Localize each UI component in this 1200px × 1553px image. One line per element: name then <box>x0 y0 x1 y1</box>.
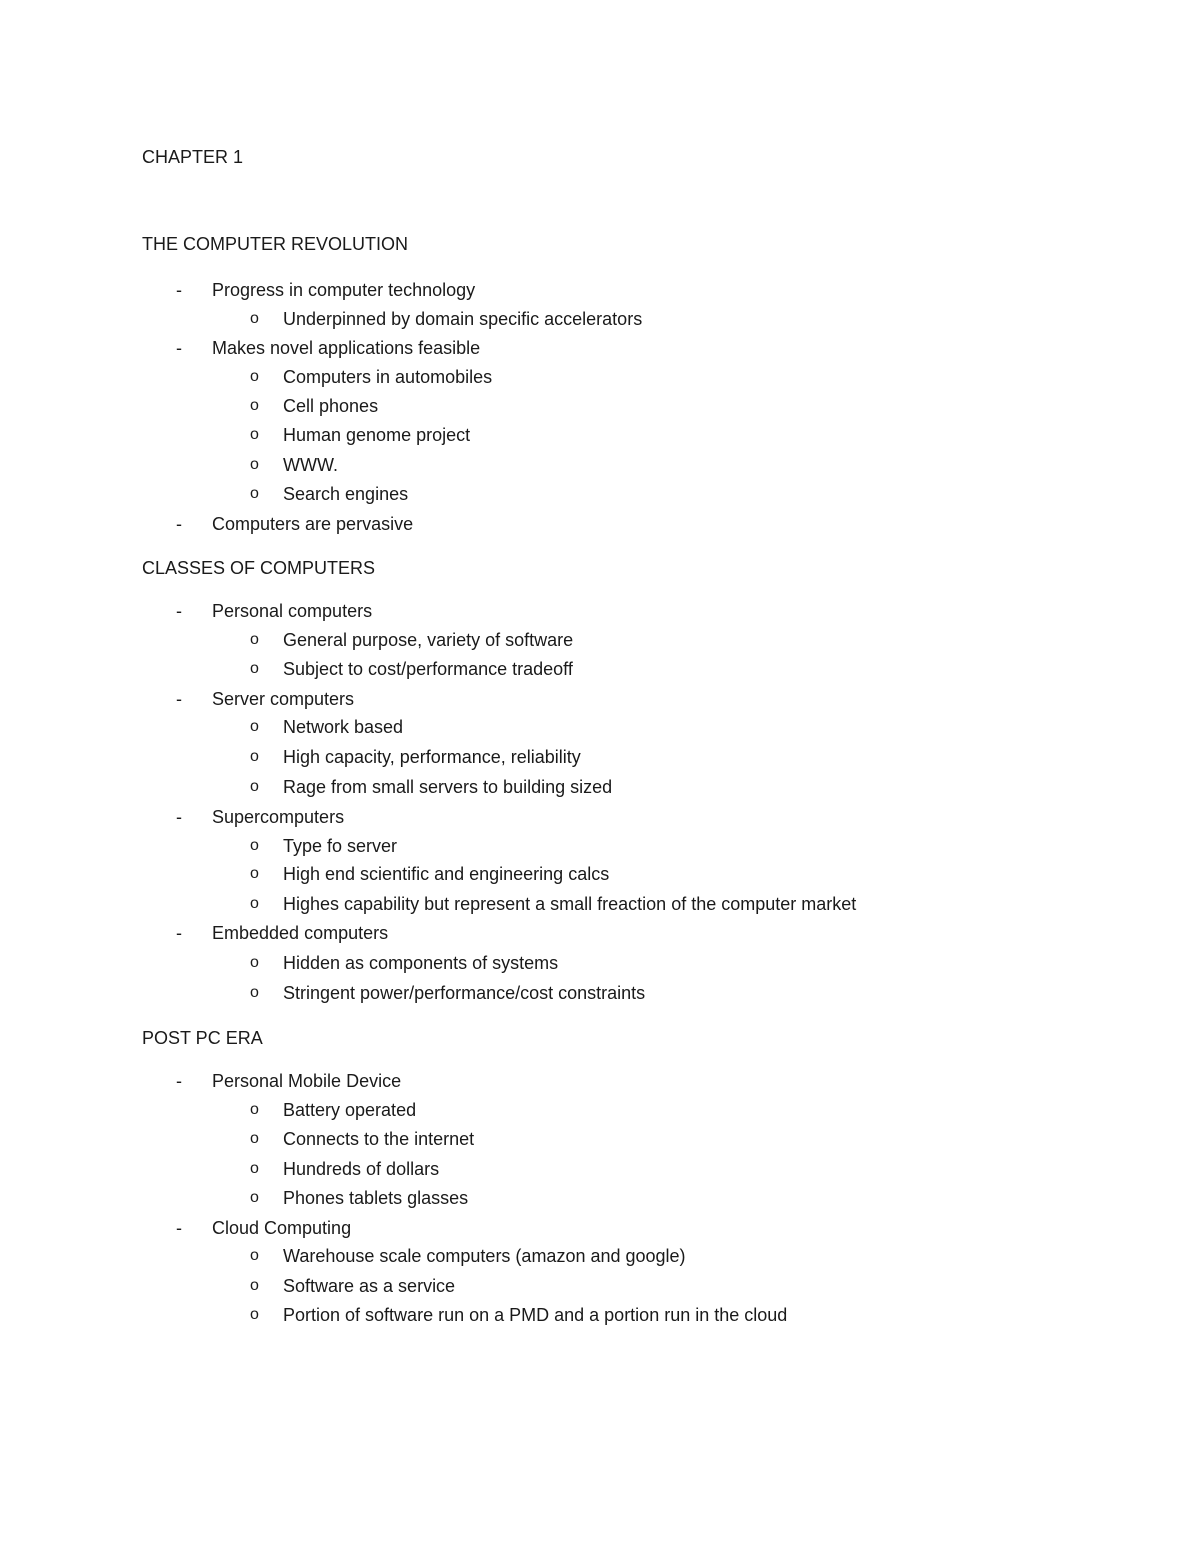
sub-list-item: High end scientific and engineering calcs <box>283 864 610 884</box>
chapter-title: CHAPTER 1 <box>142 147 244 167</box>
section-heading: CLASSES OF COMPUTERS <box>142 558 376 578</box>
sub-list-item: Battery operated <box>283 1100 417 1120</box>
list-item: Personal computers <box>212 601 373 621</box>
sub-list-item: Hundreds of dollars <box>283 1159 440 1179</box>
sub-list-item: Hidden as components of systems <box>283 953 559 973</box>
sub-list-item: Cell phones <box>283 396 379 416</box>
sub-list-item: Search engines <box>283 484 409 504</box>
dash-bullet: - <box>176 1218 182 1238</box>
list-item: Progress in computer technology <box>212 280 476 300</box>
circle-bullet: o <box>250 397 259 414</box>
circle-bullet: o <box>250 778 259 795</box>
sub-list-item: Stringent power/performance/cost constraints <box>283 983 646 1003</box>
circle-bullet: o <box>250 426 259 443</box>
sub-list-item: Highes capability but represent a small freaction of the computer market <box>283 894 857 914</box>
circle-bullet: o <box>250 984 259 1001</box>
circle-bullet: o <box>250 485 259 502</box>
list-item: Computers are pervasive <box>212 514 414 534</box>
list-item: Supercomputers <box>212 807 345 827</box>
circle-bullet: o <box>250 1306 259 1323</box>
circle-bullet: o <box>250 1189 259 1206</box>
circle-bullet: o <box>250 748 259 765</box>
circle-bullet: o <box>250 1277 259 1294</box>
circle-bullet: o <box>250 456 259 473</box>
circle-bullet: o <box>250 660 259 677</box>
circle-bullet: o <box>250 1160 259 1177</box>
circle-bullet: o <box>250 718 259 735</box>
section-heading: THE COMPUTER REVOLUTION <box>142 234 409 254</box>
circle-bullet: o <box>250 895 259 912</box>
sub-list-item: Rage from small servers to building sized <box>283 777 613 797</box>
circle-bullet: o <box>250 1101 259 1118</box>
circle-bullet: o <box>250 954 259 971</box>
circle-bullet: o <box>250 310 259 327</box>
circle-bullet: o <box>250 1247 259 1264</box>
dash-bullet: - <box>176 514 182 534</box>
dash-bullet: - <box>176 807 182 827</box>
sub-list-item: Computers in automobiles <box>283 367 493 387</box>
sub-list-item: Subject to cost/performance tradeoff <box>283 659 573 679</box>
circle-bullet: o <box>250 1130 259 1147</box>
section-heading: POST PC ERA <box>142 1028 263 1048</box>
circle-bullet: o <box>250 631 259 648</box>
sub-list-item: Phones tablets glasses <box>283 1188 469 1208</box>
list-item: Personal Mobile Device <box>212 1071 402 1091</box>
list-item: Embedded computers <box>212 923 389 943</box>
list-item: Makes novel applications feasible <box>212 338 481 358</box>
circle-bullet: o <box>250 368 259 385</box>
sub-list-item: Network based <box>283 717 404 737</box>
sub-list-item: Software as a service <box>283 1276 456 1296</box>
list-item: Server computers <box>212 689 355 709</box>
dash-bullet: - <box>176 689 182 709</box>
list-item: Cloud Computing <box>212 1218 352 1238</box>
sub-list-item: Warehouse scale computers (amazon and google) <box>283 1246 686 1266</box>
sub-list-item: Connects to the internet <box>283 1129 475 1149</box>
circle-bullet: o <box>250 837 259 854</box>
sub-list-item: Human genome project <box>283 425 471 445</box>
dash-bullet: - <box>176 280 182 300</box>
sub-list-item: Type fo server <box>283 836 398 856</box>
circle-bullet: o <box>250 865 259 882</box>
dash-bullet: - <box>176 923 182 943</box>
sub-list-item: General purpose, variety of software <box>283 630 574 650</box>
dash-bullet: - <box>176 1071 182 1091</box>
sub-list-item: Portion of software run on a PMD and a portion run in the cloud <box>283 1305 788 1325</box>
sub-list-item: High capacity, performance, reliability <box>283 747 581 767</box>
dash-bullet: - <box>176 338 182 358</box>
dash-bullet: - <box>176 601 182 621</box>
sub-list-item: WWW. <box>283 455 338 475</box>
sub-list-item: Underpinned by domain specific accelerators <box>283 309 643 329</box>
